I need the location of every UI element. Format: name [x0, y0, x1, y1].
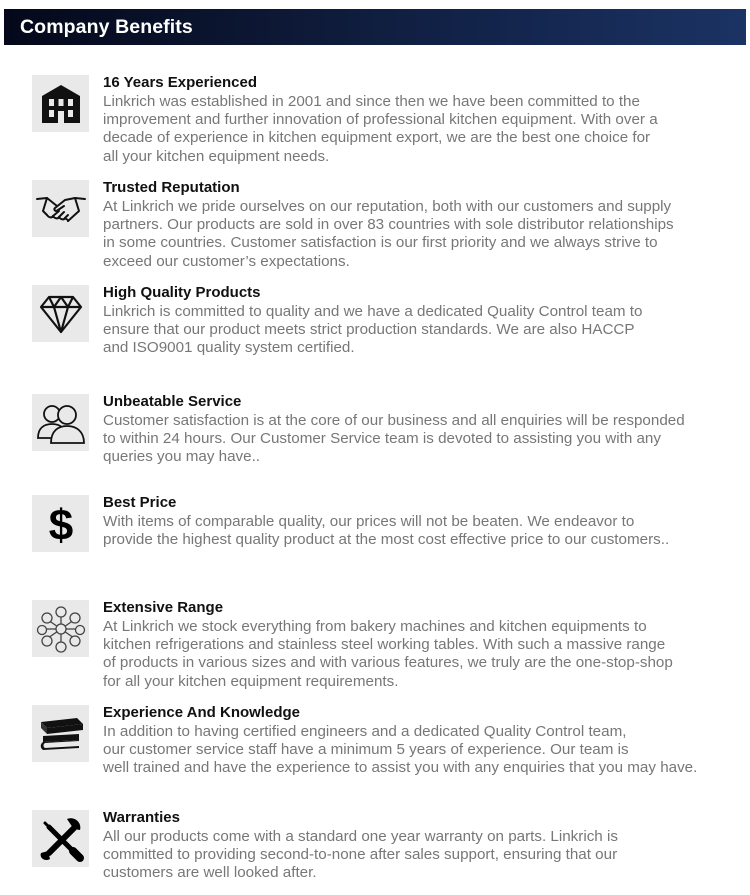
handshake-icon	[32, 180, 89, 237]
benefit-title: Warranties	[103, 809, 180, 826]
benefit-description: In addition to having certified engineers and a dedicated Quality Control team, our customer service staff have a minimum 5 years of experience. Our team is well trained and have the experience to assist you with any enquiries that you may have.	[103, 723, 698, 777]
building-icon	[32, 75, 89, 132]
benefit-title: Experience And Knowledge	[103, 704, 300, 721]
benefit-title: High Quality Products	[103, 284, 261, 301]
benefit-description: At Linkrich we pride ourselves on our reputation, both with our customers and supply partners. Our products are sold in over 83 countries with sole distributor relationships in some countries. Customer satisfaction is our first priority and we always strive to exceed our customer’s expectations.	[103, 198, 674, 270]
books-icon	[32, 705, 89, 762]
benefit-title: Trusted Reputation	[103, 179, 240, 196]
benefit-description: All our products come with a standard one year warranty on parts. Linkrich is committed to providing second-to-none after sales support, ensuring that our customers are well looked after.	[103, 828, 618, 882]
network-icon	[32, 600, 89, 657]
svg-text:$: $	[48, 500, 73, 548]
users-icon	[32, 394, 89, 451]
benefit-description: At Linkrich we stock everything from bakery machines and kitchen equipments to kitchen refrigerations and stainless steel working tables. With such a massive range of products in various sizes and with various features, we truly are the one-stop-shop for all your kitchen equipment requirements.	[103, 618, 673, 690]
benefit-description: Customer satisfaction is at the core of our business and all enquiries will be responded to within 24 hours. Our Customer Service team is devoted to assisting you with any queries you may have..	[103, 412, 685, 466]
diamond-icon	[32, 285, 89, 342]
company-benefits-header	[4, 9, 746, 45]
benefit-description: With items of comparable quality, our prices will not be beaten. We endeavor to provide the highest quality product at the most cost effective price to our customers..	[103, 513, 670, 549]
tools-icon	[32, 810, 89, 867]
benefit-title: Extensive Range	[103, 599, 224, 616]
benefit-title: 16 Years Experienced	[103, 74, 257, 91]
benefit-description: Linkrich was established in 2001 and since then we have been committed to the improvement and further innovation of professional kitchen equipment. With over a decade of experience in kitchen equipment export, we are the best one choice for all your kitchen equipment needs.	[103, 93, 658, 165]
benefit-title: Best Price	[103, 494, 177, 511]
benefit-description: Linkrich is committed to quality and we have a dedicated Quality Control team to ensure that our product meets strict production standards. We are also HACCP and ISO9001 quality system certified.	[103, 303, 643, 357]
dollar-icon	[32, 495, 89, 552]
page-title: Company Benefits	[20, 16, 193, 38]
benefit-title: Unbeatable Service	[103, 393, 242, 410]
